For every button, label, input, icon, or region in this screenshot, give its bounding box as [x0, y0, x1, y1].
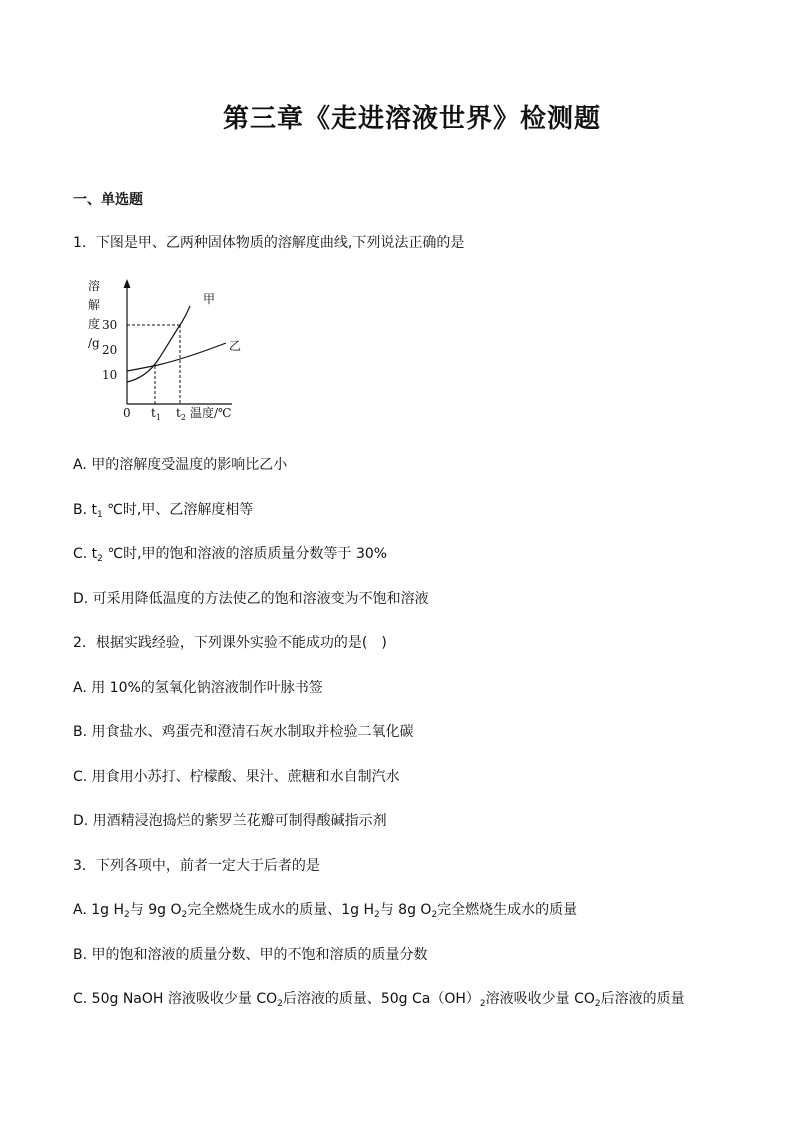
y-axis-arrow	[124, 279, 131, 288]
y-label-char: 溶	[88, 279, 101, 293]
y-tick-label: 20	[102, 343, 118, 357]
question-3-stem: 3．下列各项中，前者一定大于后者的是	[73, 858, 320, 874]
q3-option-a: A. 1g $H_2$与 9g $O_2$完全燃烧生成水的质量、1g $H_2$与 8g $O_2$完全燃烧生成水的质量	[73, 902, 578, 920]
page-title: 第三章《走进溶液世界》检测题	[222, 104, 601, 134]
y-label-char: 度	[88, 317, 101, 331]
q1-option-b: B. $t_1$ ℃时,甲、乙溶解度相等	[73, 502, 254, 520]
q3-option-c: C. 50g NaOH 溶液吸收少量 $CO_2$后溶液的质量、50g $Ca(OH)_2$溶液吸收少量 $CO_2$后溶液的质量	[73, 991, 685, 1009]
origin-label: 0	[123, 406, 131, 420]
q2-option-b: B. 用食盐水、鸡蛋壳和澄清石灰水制取并检验二氧化碳	[73, 724, 414, 740]
y-label-char: 解	[88, 298, 101, 312]
series-label-yi: 乙	[229, 339, 242, 353]
q2-option-c: C. 用食用小苏打、柠檬酸、果汁、蔗糖和水自制汽水	[73, 769, 400, 785]
q2-option-d: D. 用酒精浸泡捣烂的紫罗兰花瓣可制得酸碱指示剂	[73, 813, 387, 829]
question-2-stem: 2．根据实践经验，下列课外实验不能成功的是( )	[73, 635, 387, 651]
x-tick-label: $t_1$	[151, 406, 161, 422]
q1-option-c: C. $t_2$ ℃时,甲的饱和溶液的溶质质量分数等于 30%	[73, 546, 388, 564]
solubility-chart	[80, 276, 260, 426]
series-jia-curve	[127, 306, 190, 382]
series-yi-curve	[127, 343, 226, 371]
q1-option-d: D. 可采用降低温度的方法使乙的饱和溶液变为不饱和溶液	[73, 591, 429, 607]
x-axis-label: 温度/℃	[190, 406, 232, 420]
x-tick-label: $t_2$	[176, 406, 186, 422]
y-tick-label: 30	[102, 318, 118, 332]
q1-option-a: A. 甲的溶解度受温度的影响比乙小	[73, 457, 288, 473]
q3-option-b: B. 甲的饱和溶液的质量分数、甲的不饱和溶质的质量分数	[73, 947, 428, 963]
question-1-stem: 1．下图是甲、乙两种固体物质的溶解度曲线,下列说法正确的是	[73, 235, 465, 251]
section-heading: 一、单选题	[73, 192, 143, 208]
series-label-jia: 甲	[203, 292, 216, 306]
y-tick-label: 10	[102, 368, 118, 382]
y-label-char: /g	[88, 336, 100, 350]
q2-option-a: A. 用 10%的氢氧化钠溶液制作叶脉书签	[73, 680, 323, 696]
